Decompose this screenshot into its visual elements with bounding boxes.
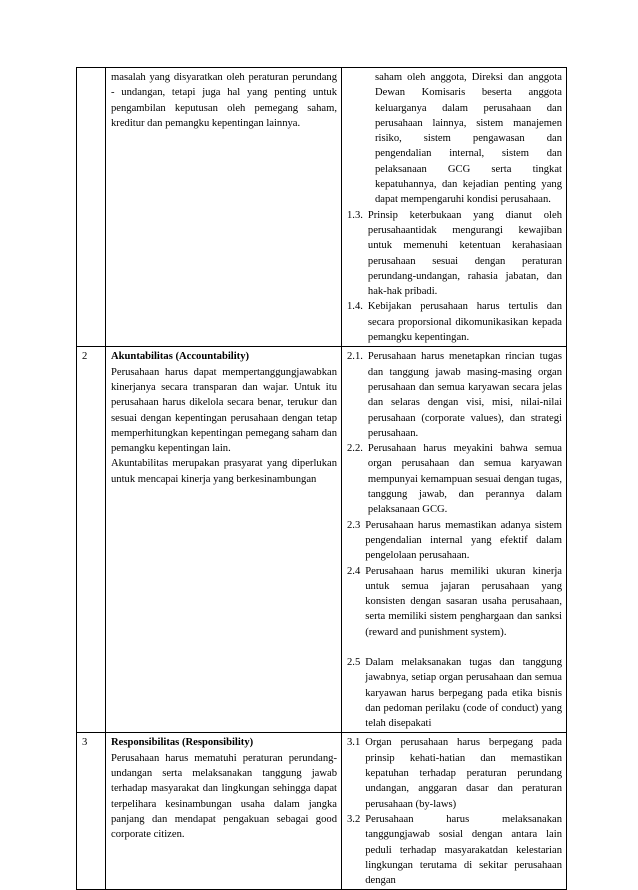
item-text: Prinsip keterbukaan yang dianut oleh perusahaantidak mengurangi kewajiban untuk memenuhi ketentuan kerahasiaan perusahaan sesuai dengan peraturan perundang-undangan, rahasia jabatan, dan hak-hak pribadi. bbox=[367, 209, 562, 298]
item-text: saham oleh anggota, Direksi dan anggota Dewan Komisaris beserta anggota keluarganya dalam perusahaan dan perusahaan lainnya, sistem manajemen risiko, sistem pengawasan dan pengendalian internal, sistem dan pelaksanaan GCG serta tingkat kepatuhannya, dan kejadian penting yang dapat mempengaruhi kondisi perusahaan. bbox=[375, 72, 562, 206]
item-text: Perusahaan harus menetapkan rincian tugas dan tanggung jawab masing-masing organ perusahaan dan semua karyawan secara jelas dan selaras dengan visi, misi, nilai-nilai perusahaan (corporate values), dan strategi perusahaan. bbox=[367, 351, 562, 439]
item-number: 3.2 bbox=[347, 813, 361, 825]
item-number: 2.1. bbox=[347, 351, 363, 363]
implementation-cell bbox=[342, 347, 567, 733]
table-row bbox=[77, 347, 567, 733]
item-number: 1.3. bbox=[347, 209, 363, 221]
list-item bbox=[347, 655, 562, 731]
list-item bbox=[347, 299, 562, 345]
principle-text: Perusahaan harus mematuhi peraturan perundang-undangan serta melaksanakan tanggung jawab terhadap masyarakat dan lingkungan sehingga dapat terpelihara kesinambungan usaha dalam jangka panjang dan mendapat pengakuan sebagai good corporate citizen. bbox=[111, 752, 337, 841]
gcg-principles-table bbox=[76, 67, 567, 890]
item-text: Dalam melaksanakan tugas dan tanggung jawabnya, setiap organ perusahaan dan semua karyawan harus berpegang pada etika bisnis dan pedoman perilaku (code of conduct) yang telah disepakati bbox=[365, 656, 562, 730]
item-number: 1.4. bbox=[347, 301, 363, 313]
principle-title: Akuntabilitas (Accountability) bbox=[111, 351, 250, 363]
item-text: Perusahaan harus meyakini bahwa semua organ perusahaan dan semua karyawan mempunyai kemampuan sesuai dengan tugas, tanggung jawab, dan perannya dalam pelaksanaan GCG. bbox=[367, 443, 562, 516]
list-item bbox=[347, 518, 562, 564]
item-number: 2.2. bbox=[347, 443, 363, 455]
principle-cell bbox=[106, 733, 342, 890]
list-item bbox=[347, 812, 562, 888]
principle-text: masalah yang disyaratkan oleh peraturan perundang - undangan, tetapi juga hal yang penting untuk pengambilan keputusan oleh pemegang saham, kreditur dan pemangku kepentingan lainnya. bbox=[111, 72, 337, 129]
item-number: 2.5 bbox=[347, 656, 361, 668]
item-number: 3.1 bbox=[347, 737, 361, 749]
principle-title: Responsibilitas (Responsibility) bbox=[111, 737, 254, 749]
implementation-cell bbox=[342, 68, 567, 347]
table-row bbox=[77, 733, 567, 890]
implementation-cell bbox=[342, 733, 567, 890]
list-item bbox=[347, 441, 562, 517]
list-item bbox=[347, 735, 562, 811]
item-number: 2.4 bbox=[347, 565, 361, 577]
list-item bbox=[347, 564, 562, 640]
principle-cell bbox=[106, 68, 342, 347]
principle-cell bbox=[106, 347, 342, 733]
table-row bbox=[77, 68, 567, 347]
row-number: 2 bbox=[77, 347, 106, 733]
item-text: Perusahaan harus melaksanakan tanggungjawab sosial dengan antara lain peduli terhadap masyarakatdan kelestarian lingkungan terutama di sekitar perusahaan dengan bbox=[365, 813, 562, 887]
principle-text: Perusahaan harus dapat mempertanggungjawabkan kinerjanya secara transparan dan wajar. Untuk itu perusahaan harus dikelola secara benar, terukur dan sesuai dengan kepentingan perusahaan dengan tetap memperhitungkan kepentingan pemegang saham dan pemangku kepentingan lain. Akuntabilitas merupakan prasyarat yang diperlukan untuk mencapai kinerja yang berkesinambungan bbox=[111, 366, 337, 485]
list-item bbox=[347, 208, 562, 300]
item-text: Perusahaan harus memiliki ukuran kinerja untuk semua jajaran perusahaan yang konsisten dengan sasaran usaha perusahaan, serta memiliki sistem penghargaan dan sanksi (reward and punishment system). bbox=[365, 565, 562, 638]
item-text: Organ perusahaan harus berpegang pada prinsip kehati-hatian dan memastikan kepatuhan terhadap peraturan perundang undangan, anggaran dasar dan peraturan perusahaan (by-laws) bbox=[365, 737, 562, 810]
row-number: 3 bbox=[77, 733, 106, 890]
list-item bbox=[347, 349, 562, 441]
item-number: 2.3 bbox=[347, 519, 361, 531]
list-item bbox=[347, 70, 562, 208]
item-text: Kebijakan perusahaan harus tertulis dan secara proporsional dikomunikasikan kepada pemangku kepentingan. bbox=[367, 301, 562, 344]
row-number bbox=[77, 68, 106, 347]
item-text: Perusahaan harus memastikan adanya sistem pengendalian internal yang efektif dalam pengelolaan perusahaan. bbox=[365, 519, 562, 562]
spacer bbox=[347, 640, 562, 655]
